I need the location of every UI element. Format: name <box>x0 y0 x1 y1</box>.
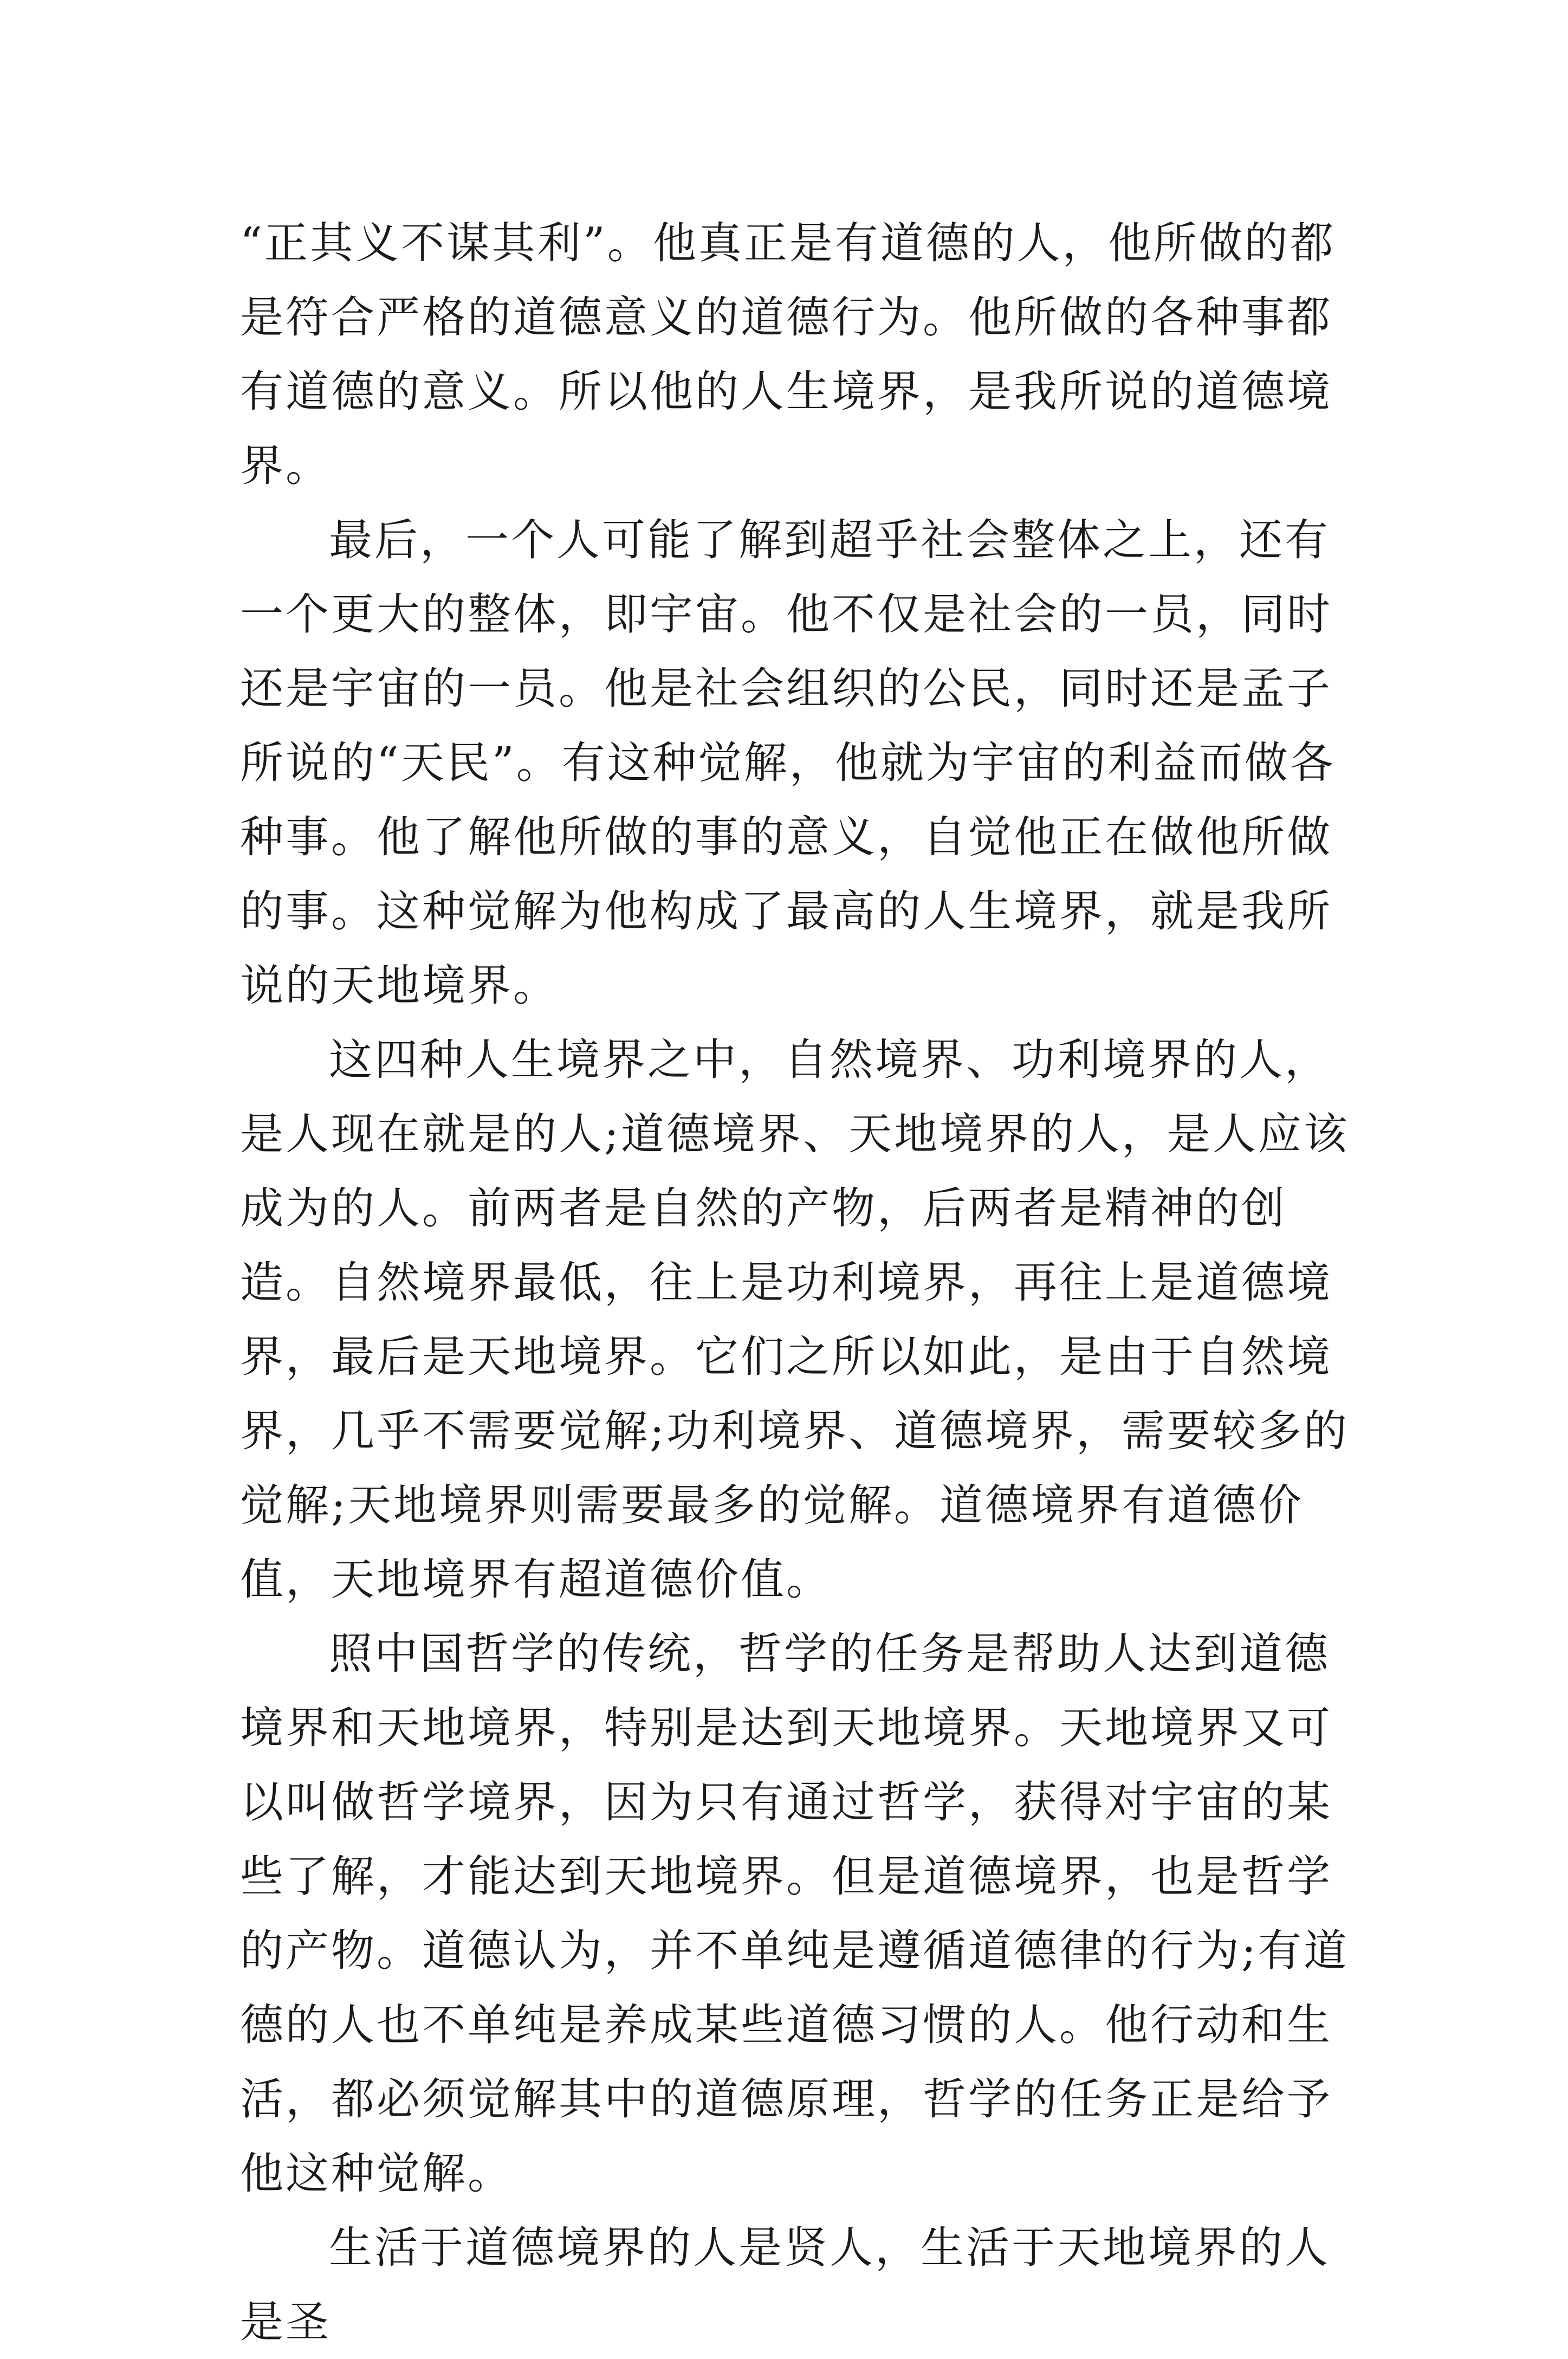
paragraph: 照中国哲学的传统，哲学的任务是帮助人达到道德境界和天地境界，特别是达到天地境界。天地境界又可以叫做哲学境界，因为只有通过哲学，获得对宇宙的某些了解，才能达到天地境界。但是道德境界，也是哲学的产物。道德认为，并不单纯是遵循道德律的行为;有道德的人也不单纯是养成某些道德习惯的人。他行动和生活，都必须觉解其中的道德原理，哲学的任务正是给予他这种觉解。 <box>240 1628 1349 2199</box>
paragraph: 生活于道德境界的人是贤人，生活于天地境界的人是圣 <box>240 2222 1330 2347</box>
paragraph: “正其义不谋其利”。他真正是有道德的人，他所做的都是符合严格的道德意义的道德行为。他所做的各种事都有道德的意义。所以他的人生境界，是我所说的道德境界。 <box>240 218 1336 491</box>
paragraph: 这四种人生境界之中，自然境界、功利境界的人，是人现在就是的人;道德境界、天地境界的人，是人应该成为的人。前两者是自然的产物，后两者是精神的创造。自然境界最低，往上是功利境界，再往上是道德境界，最后是天地境界。它们之所以如此，是由于自然境界，几乎不需要觉解;功利境界、道德境界，需要较多的觉解;天地境界则需要最多的觉解。道德境界有道德价值，天地境界有超道德价值。 <box>240 1035 1349 1605</box>
paragraph: 最后，一个人可能了解到超乎社会整体之上，还有一个更大的整体，即宇宙。他不仅是社会的一员，同时还是宇宙的一员。他是社会组织的公民，同时还是孟子所说的“天民”。有这种觉解，他就为宇宙的利益而做各种事。他了解他所做的事的意义，自觉他正在做他所做的事。这种觉解为他构成了最高的人生境界，就是我所说的天地境界。 <box>240 515 1336 1011</box>
body-text <box>240 206 1351 2359</box>
